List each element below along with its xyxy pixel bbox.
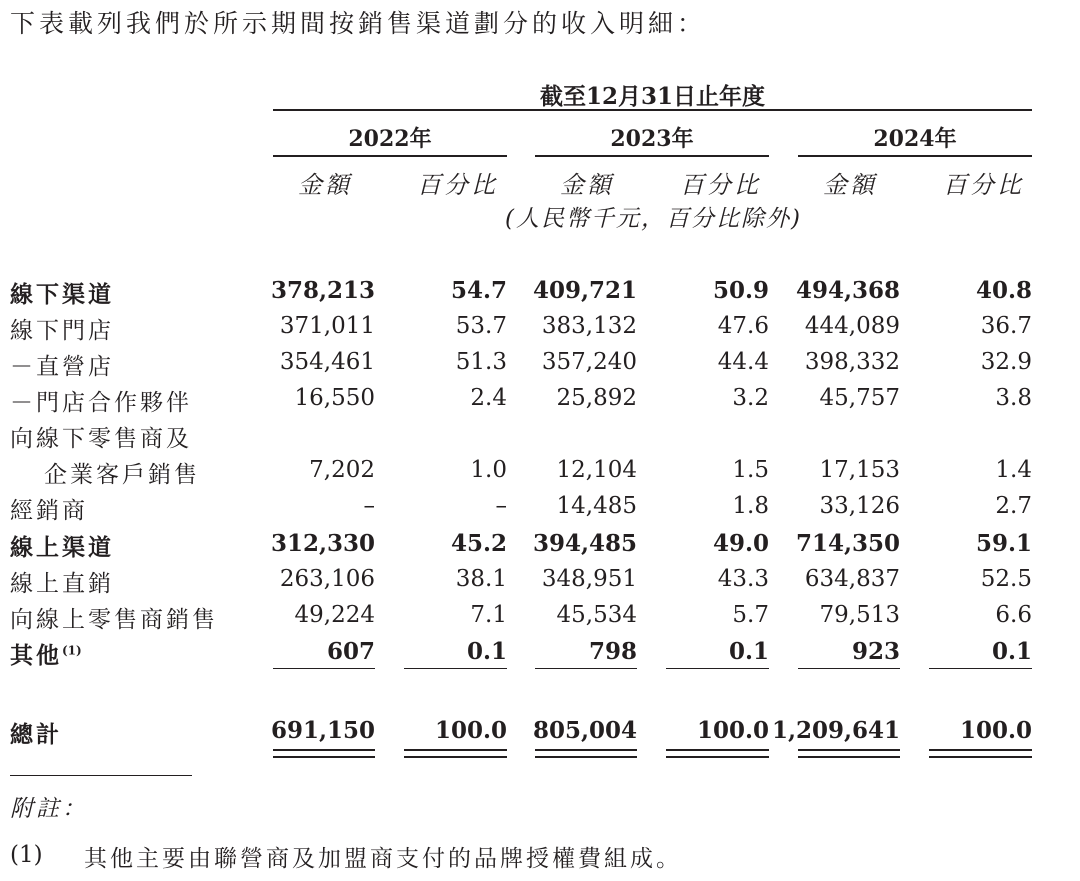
cell-2024-percent: 32.9 (980, 349, 1032, 375)
cell-2023-amount: 409,721 (532, 277, 637, 304)
col-percent-2023: 百分比 (680, 171, 761, 199)
total-2024-percent: 100.0 (959, 717, 1032, 744)
row-label (10, 276, 114, 309)
col-amount-2023: 金額 (560, 171, 614, 199)
cell-2022-amount: 354,461 (279, 349, 375, 375)
cell-2024-percent: 6.6 (995, 602, 1032, 628)
total-double-rule (273, 749, 375, 758)
row-label-text: 線上直銷 (10, 571, 114, 597)
row-label (10, 312, 114, 345)
cell-2022-amount: – (363, 493, 375, 519)
total-double-rule (929, 749, 1032, 758)
notes-divider (10, 775, 192, 776)
cell-2024-percent: 2.7 (995, 493, 1032, 519)
year-header-2023: 2023年 (610, 126, 694, 152)
cell-2023-amount: 14,485 (556, 493, 637, 519)
cell-2024-amount: 923 (851, 638, 900, 665)
total-label: 總計 (10, 721, 62, 748)
row-label (10, 384, 192, 417)
row-label (10, 565, 114, 598)
cell-2022-amount: 371,011 (279, 313, 375, 339)
cell-2023-amount: 25,892 (556, 385, 637, 411)
cell-2023-amount: 357,240 (541, 349, 637, 375)
notes-heading: 附註： (10, 796, 88, 822)
total-2023-amount: 805,004 (532, 717, 637, 744)
cell-2023-percent: 43.3 (717, 566, 769, 592)
subtotal-rule (273, 668, 375, 669)
subtotal-rule (929, 668, 1032, 669)
row-label (10, 348, 114, 381)
note-number: (1) (10, 842, 43, 868)
cell-2024-amount: 634,837 (804, 566, 900, 592)
year-header-2022: 2022年 (348, 126, 432, 152)
year-underline-2022 (273, 155, 507, 157)
cell-2022-percent: 38.1 (455, 566, 507, 592)
col-amount-2022: 金額 (298, 171, 352, 199)
cell-2023-percent: 44.4 (717, 349, 769, 375)
row-label-text: 線下渠道 (10, 281, 114, 308)
cell-2024-amount: 494,368 (795, 277, 900, 304)
cell-2023-amount: 383,132 (541, 313, 637, 339)
cell-2023-percent: 3.2 (732, 385, 769, 411)
row-label-text: －直營店 (10, 354, 114, 380)
cell-2022-amount: 607 (326, 638, 375, 665)
cell-2022-amount: 49,224 (294, 602, 375, 628)
cell-2022-amount: 16,550 (294, 385, 375, 411)
total-2022-amount: 691,150 (270, 717, 375, 744)
cell-2024-percent: 36.7 (980, 313, 1032, 339)
cell-2024-amount: 45,757 (819, 385, 900, 411)
cell-2024-percent: 3.8 (995, 385, 1032, 411)
currency-note: (人民幣千元，百分比除外) (505, 206, 802, 232)
cell-2024-amount: 33,126 (819, 493, 900, 519)
cell-2022-percent: – (495, 493, 507, 519)
period-title: 截至12月31日止年度 (539, 83, 765, 110)
cell-2022-percent: 53.7 (455, 313, 507, 339)
subtotal-rule (666, 668, 769, 669)
total-double-rule (404, 749, 507, 758)
cell-2024-amount: 714,350 (795, 530, 900, 557)
row-label (10, 529, 114, 562)
total-double-rule (666, 749, 769, 758)
year-underline-2023 (535, 155, 769, 157)
cell-2023-percent: 1.5 (732, 457, 769, 483)
col-percent-2024: 百分比 (943, 171, 1024, 199)
row-label (10, 601, 218, 634)
cell-2024-amount: 444,089 (804, 313, 900, 339)
cell-2023-amount: 348,951 (541, 566, 637, 592)
intro-text: 下表載列我們於所示期間按銷售渠道劃分的收入明細： (10, 9, 707, 38)
cell-2022-percent: 7.1 (470, 602, 507, 628)
cell-2023-percent: 1.8 (732, 493, 769, 519)
cell-2023-amount: 12,104 (556, 457, 637, 483)
row-label-text: 經銷商 (10, 498, 88, 524)
cell-2023-amount: 798 (588, 638, 637, 665)
cell-2023-amount: 45,534 (556, 602, 637, 628)
row-label-text: 線下門店 (10, 318, 114, 344)
cell-2024-amount: 398,332 (804, 349, 900, 375)
total-2024-amount: 1,209,641 (771, 717, 900, 744)
cell-2022-percent: 45.2 (450, 530, 507, 557)
row-label-text: 向線下零售商及 (10, 426, 192, 452)
row-label (10, 492, 88, 525)
total-double-rule (798, 749, 900, 758)
cell-2022-amount: 263,106 (279, 566, 375, 592)
cell-2022-percent: 51.3 (455, 349, 507, 375)
cell-2024-percent: 0.1 (991, 638, 1032, 665)
cell-2023-percent: 50.9 (712, 277, 769, 304)
cell-2024-percent: 52.5 (980, 566, 1032, 592)
row-label-text: 企業客戶銷售 (44, 462, 200, 488)
cell-2024-percent: 40.8 (975, 277, 1032, 304)
subtotal-rule (535, 668, 637, 669)
cell-2023-percent: 0.1 (728, 638, 769, 665)
year-underline-2024 (798, 155, 1032, 157)
year-header-2024: 2024年 (873, 126, 957, 152)
cell-2024-percent: 1.4 (995, 457, 1032, 483)
total-double-rule (535, 749, 637, 758)
row-label (10, 420, 192, 453)
cell-2024-amount: 79,513 (819, 602, 900, 628)
subtotal-rule (798, 668, 900, 669)
cell-2022-percent: 54.7 (450, 277, 507, 304)
cell-2023-amount: 394,485 (532, 530, 637, 557)
row-label-text: 向線上零售商銷售 (10, 607, 218, 633)
period-underline (273, 109, 1032, 111)
cell-2022-amount: 378,213 (270, 277, 375, 304)
row-label-text: 線上渠道 (10, 534, 114, 561)
cell-2023-percent: 49.0 (712, 530, 769, 557)
cell-2024-amount: 17,153 (819, 457, 900, 483)
cell-2022-amount: 312,330 (270, 530, 375, 557)
cell-2023-percent: 47.6 (717, 313, 769, 339)
cell-2022-percent: 2.4 (470, 385, 507, 411)
row-label (44, 456, 200, 489)
col-percent-2022: 百分比 (417, 171, 498, 199)
footnote-marker: (1) (62, 643, 82, 658)
total-2023-percent: 100.0 (696, 717, 769, 744)
cell-2022-percent: 0.1 (466, 638, 507, 665)
note-text: 其他主要由聯營商及加盟商支付的品牌授權費組成。 (84, 846, 682, 872)
col-amount-2024: 金額 (823, 171, 877, 199)
subtotal-rule (404, 668, 507, 669)
row-label-text: －門店合作夥伴 (10, 390, 192, 416)
cell-2023-percent: 5.7 (732, 602, 769, 628)
cell-2024-percent: 59.1 (975, 530, 1032, 557)
cell-2022-amount: 7,202 (309, 457, 375, 483)
cell-2022-percent: 1.0 (470, 457, 507, 483)
total-2022-percent: 100.0 (434, 717, 507, 744)
row-label-text: 其他 (10, 642, 62, 669)
row-label (10, 637, 82, 670)
